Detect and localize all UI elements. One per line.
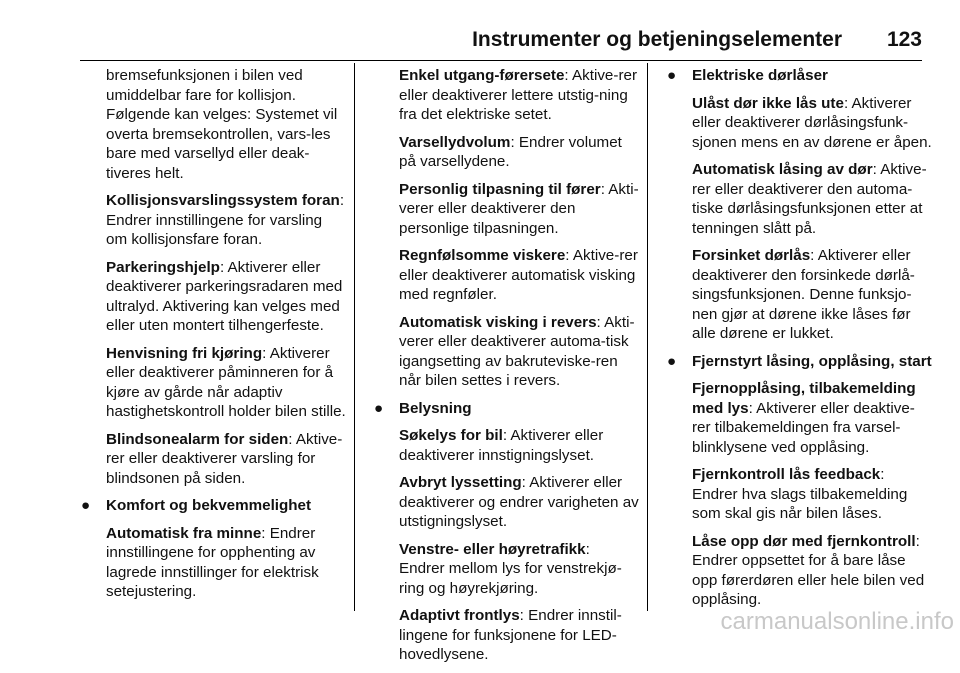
setting-item	[692, 532, 932, 610]
setting-term: Regnfølsomme viskere	[399, 247, 566, 264]
setting-text: : Aktiverer eller deaktiverer innstigningslyset.	[399, 427, 604, 464]
setting-term: Søkelys for bil	[399, 427, 503, 444]
setting-term: Venstre- eller høyretrafikk	[399, 540, 586, 558]
setting-term: Låse opp dør med fjernkontroll	[692, 532, 916, 550]
bullet-dot: ●	[81, 497, 91, 514]
bullet-title: Fjernstyrt låsing, opplåsing, start	[692, 352, 932, 370]
setting-text: : Endrer innstillingene for opphenting av lagrede innstillinger for elektrisk setejustering.	[106, 524, 319, 600]
bullet-section	[667, 352, 932, 610]
setting-text: : Aktiverer eller deaktiverer den forsinkede dørlå-singsfunksjonen. Denne funksjo-nen gjør at dørene ikke låses før alle dørene er lukket.	[692, 247, 915, 342]
setting-term: Kollisjonsvarslingssystem foran	[106, 192, 340, 209]
bullet-section	[81, 496, 346, 602]
page-header	[0, 28, 960, 58]
intro-paragraph: bremsefunksjonen i bilen ved umiddelbar fare for kollisjon. Følgende kan velges: Systemet vil overta bremsekontrollen, vars-les bare med varsellyd eller deak-tiveres helt.	[106, 67, 338, 182]
setting-item	[692, 160, 932, 238]
setting-term: Adaptivt frontlys	[399, 607, 520, 624]
bullet-dot: ●	[667, 352, 677, 370]
setting-text: : Endrer oppsettet for å bare låse opp førerdøren eller hele bilen ved opplåsing.	[692, 532, 925, 608]
bullet-section	[374, 399, 639, 665]
bullet-title: Elektriske dørlåser	[692, 67, 828, 84]
setting-term: Automatisk visking i revers	[399, 313, 597, 331]
setting-text: : Aktiverer eller deaktiverer parkeringsradaren med ultralyd. Aktivering kan velges med eller uten montert tilhengerfeste.	[106, 258, 343, 334]
setting-item	[106, 430, 346, 489]
setting-term: Fjernopplåsing, tilbakemelding med lys	[692, 380, 916, 417]
setting-term: Personlig tilpasning til fører	[399, 180, 601, 198]
bullet-dot: ●	[374, 399, 384, 417]
setting-item	[399, 540, 639, 599]
setting-text: : Endrer innstillingene for varsling om kollisjonsfare foran.	[106, 192, 345, 248]
setting-item	[106, 344, 346, 422]
setting-term: Automatisk fra minne	[106, 524, 262, 542]
setting-text: : Aktive-rer eller deaktiverer lettere utstig-ning fra det elektriske setet.	[399, 67, 637, 123]
setting-text: : Endrer hva slags tilbakemelding som skal gis når bilen låses.	[692, 466, 908, 522]
watermark-text: carmanualsonline.info	[720, 608, 954, 635]
column-divider-2	[647, 63, 648, 611]
column-2	[374, 66, 639, 673]
page-title: Instrumenter og betjeningselementer	[472, 28, 842, 51]
page-number: 123	[886, 28, 922, 51]
setting-text: : Endrer mellom lys for venstrekjø-ring og høyrekjøring.	[399, 540, 622, 597]
setting-term: Fjernkontroll lås feedback	[692, 466, 881, 483]
setting-term: Varsellydvolum	[399, 133, 511, 151]
column-3	[667, 66, 932, 618]
setting-text: : Aktive-rer eller deaktiverer varsling for blindsonen på siden.	[106, 430, 343, 487]
bullet-dot: ●	[667, 67, 677, 84]
setting-item	[106, 258, 346, 336]
bullet-title: Belysning	[399, 399, 472, 417]
setting-term: Forsinket dørlås	[692, 247, 811, 264]
setting-text: : Akti-verer eller deaktiverer den personlige tilpasningen.	[399, 180, 639, 237]
column-divider-1	[354, 63, 355, 611]
bullet-title: Komfort og bekvemmelighet	[106, 497, 312, 514]
setting-item	[399, 606, 639, 665]
setting-item	[399, 426, 639, 465]
setting-term: Avbryt lyssetting	[399, 474, 522, 491]
setting-item	[106, 524, 346, 602]
setting-item	[106, 191, 346, 250]
setting-item	[399, 246, 639, 305]
bullet-section	[667, 66, 932, 344]
setting-text: : Aktive-rer eller deaktiverer den automa-tiske dørlåsingsfunksjonen etter at tenningen slått på.	[692, 161, 927, 237]
header-rule	[80, 60, 922, 61]
setting-term: Enkel utgang-førersete	[399, 67, 565, 84]
setting-text: : Endrer innstil-lingene for funksjonene for LED-hovedlysene.	[399, 607, 622, 663]
setting-item	[692, 246, 932, 344]
setting-term: Blindsonealarm for siden	[106, 430, 289, 448]
setting-item	[399, 473, 639, 532]
setting-item	[692, 379, 932, 457]
setting-item	[399, 313, 639, 391]
column-1	[81, 66, 346, 610]
setting-term: Ulåst dør ikke lås ute	[692, 94, 844, 112]
setting-item	[399, 133, 639, 172]
setting-text: : Aktiverer eller deaktive-rer tilbakemeldingen fra varsel-blinklysene ved opplåsing.	[692, 399, 915, 456]
setting-text: : Aktiverer eller deaktiverer og endrer varigheten av utstigningslyset.	[399, 474, 639, 530]
setting-item	[399, 180, 639, 239]
setting-text: : Aktiverer eller deaktiverer dørlåsingsfunk-sjonen mens en av dørene er åpen.	[692, 94, 932, 151]
setting-term: Henvisning fri kjøring	[106, 344, 263, 362]
setting-item	[692, 94, 932, 153]
setting-text: : Akti-verer eller deaktiverer automa-tisk igangsetting av bakruteviske-ren når bilen settes i revers.	[399, 313, 635, 389]
setting-item	[399, 66, 639, 125]
setting-item	[692, 465, 932, 524]
setting-text: : Aktive-rer eller deaktiverer automatisk visking med regnføler.	[399, 247, 638, 303]
setting-text: : Endrer volumet på varsellydene.	[399, 133, 622, 170]
setting-term: Automatisk låsing av dør	[692, 161, 873, 178]
setting-text: : Aktiverer eller deaktiverer påminneren for å kjøre av gårde når adaptiv hastighetskontroll holder bilen stille.	[106, 344, 346, 420]
setting-term: Parkeringshjelp	[106, 258, 220, 276]
